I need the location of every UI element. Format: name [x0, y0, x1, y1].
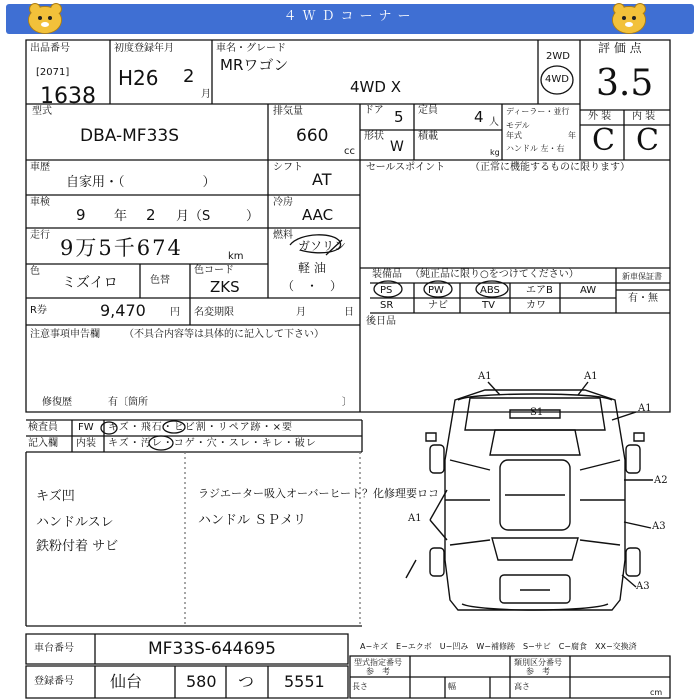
- sales-point-sub: （正常に機能するものに限ります）: [470, 162, 630, 173]
- sales-point-label: セールスポイント: [366, 162, 446, 173]
- grade: 4WD X: [350, 78, 401, 96]
- inspection-label: 車検: [30, 197, 50, 208]
- recycle-amount: 9,470: [100, 301, 146, 320]
- mark-a3-top: A3: [652, 521, 666, 532]
- model-label: 型式: [32, 106, 52, 117]
- history-label: 車歴: [30, 162, 50, 173]
- plate-area: 仙台: [110, 672, 143, 691]
- seats-label: 定員: [418, 105, 438, 116]
- inspection-year-unit: 年: [114, 209, 128, 224]
- score-value: 3.5: [596, 63, 654, 104]
- equip-pw: PW: [428, 285, 444, 296]
- repair-label: 修復歴: [42, 397, 72, 408]
- load-label: 積載: [418, 131, 438, 142]
- inspector-label: 検査員: [28, 422, 58, 433]
- model-value: DBA-MF33S: [80, 126, 180, 146]
- year-unit: 年: [568, 131, 576, 140]
- reg-expiry-day: 日: [344, 307, 354, 318]
- seats-value: 4: [474, 108, 484, 126]
- notes-sub: （不具合内容等は具体的に記入して下さい）: [124, 329, 324, 340]
- reg-expiry-label: 名変期限: [194, 307, 234, 318]
- doors-value: 5: [394, 108, 404, 126]
- mark-a2: A2: [654, 475, 668, 486]
- handle-label: ハンドル 左・右: [506, 144, 565, 153]
- repair-value: 有〔箇所: [108, 397, 148, 408]
- name-label: 車名・グレード: [216, 43, 286, 54]
- remark-right-2: ハンドル ＳＰメリ: [198, 513, 307, 528]
- chassis-value: MF33S-644695: [148, 639, 276, 659]
- mileage-value: 9万5千674: [60, 236, 183, 260]
- color-value: ミズイロ: [62, 275, 118, 291]
- lot-label: 出品番号: [30, 43, 70, 54]
- fw-label: FW: [78, 422, 94, 433]
- new-warranty-label: 新車保証書: [622, 272, 662, 281]
- back-date-label: 後日品: [366, 316, 396, 327]
- recycle-label: R券: [30, 305, 47, 316]
- fuel-other: （ ・ ）: [282, 279, 343, 293]
- banner-title: ４ＷＤコーナー: [283, 9, 417, 24]
- width-label: 幅: [448, 682, 456, 691]
- type-ref: 参 考: [366, 667, 390, 676]
- shift-value: AT: [312, 170, 332, 189]
- drive-label: 2WD: [546, 51, 570, 62]
- equip-sr: SR: [380, 300, 394, 311]
- displacement-label: 排気量: [273, 106, 303, 117]
- equipment-label: 装備品: [372, 269, 402, 280]
- equip-leather: カワ: [526, 300, 546, 311]
- reg-month: 2: [183, 66, 195, 87]
- class-ref: 参 考: [526, 667, 550, 676]
- lot-sub: [2071]: [36, 67, 70, 78]
- mileage-unit: km: [228, 251, 244, 262]
- shape-value: W: [390, 139, 404, 155]
- color-code-label: 色コード: [194, 265, 234, 276]
- displacement-value: 660: [296, 126, 329, 146]
- exterior-label: 外 装: [588, 111, 612, 122]
- cc-unit: cc: [344, 146, 355, 157]
- mark-a1-right: A1: [584, 371, 598, 382]
- equip-ps: PS: [380, 285, 393, 296]
- interior-check-label: 内装: [76, 438, 96, 449]
- equip-tv: TV: [482, 300, 495, 311]
- model-year-label: モデル: [506, 121, 530, 130]
- history-value: 自家用・（ ）: [66, 175, 216, 190]
- kg-unit: kg: [490, 148, 500, 157]
- car-name: MRワゴン: [220, 56, 289, 74]
- plate-label: 登録番号: [34, 676, 74, 687]
- inspection-month: 2: [146, 206, 156, 224]
- fuel-label: 燃料: [273, 230, 293, 241]
- drive-value: 4WD: [545, 74, 569, 85]
- plate-class: 580: [186, 672, 217, 691]
- inspection-close: ）: [246, 209, 260, 224]
- fw-items: キズ・飛石・ヒビ割・リペア跡・×要: [108, 422, 293, 433]
- recycle-unit: 円: [170, 307, 180, 318]
- mark-a1-side: A1: [638, 403, 652, 414]
- lot-number: 1638: [40, 84, 96, 109]
- plate-kana: つ: [238, 672, 255, 691]
- remark-3: 鉄粉付着 サビ: [36, 539, 119, 554]
- mark-s1: S1: [530, 407, 544, 418]
- cm-unit: cm: [650, 688, 663, 697]
- class-label: 類別区分番号: [514, 658, 562, 667]
- repair-close: 〕: [342, 397, 352, 408]
- shift-label: シフト: [273, 162, 303, 173]
- inspection-year: 9: [76, 206, 86, 224]
- mileage-label: 走行: [30, 230, 50, 241]
- remark-1: キズ凹: [36, 489, 75, 504]
- remark-2: ハンドルスレ: [36, 515, 114, 530]
- doors-label: ドア: [364, 105, 384, 116]
- plate-number: 5551: [284, 672, 325, 691]
- length-label: 長さ: [352, 682, 368, 691]
- reg-expiry-month: 月: [296, 307, 306, 318]
- damage-legend: A−キズ E−エクボ U−凹み W−補修跡 S−サビ C−腐食 XX−交換済: [360, 642, 637, 651]
- entry-label: 記入欄: [28, 438, 58, 449]
- equip-aw: AW: [580, 285, 597, 296]
- dealer-label: ディーラー・並行: [506, 107, 570, 116]
- mark-a3-bottom: A3: [636, 581, 650, 592]
- ac-value: AAC: [302, 206, 334, 224]
- interior-label: 内 装: [632, 111, 656, 122]
- year-label: 年式: [506, 131, 522, 140]
- fuel-diesel: 軽 油: [298, 261, 326, 275]
- seats-unit: 人: [489, 117, 499, 128]
- interior-items: キズ・汚レ・コゲ・穴・スレ・キレ・破レ: [108, 438, 317, 449]
- equip-abs: ABS: [480, 285, 500, 296]
- height-label: 高さ: [514, 682, 530, 691]
- score-label: 評 価 点: [598, 41, 642, 55]
- month-unit: 月: [201, 89, 211, 100]
- color-label: 色: [30, 266, 40, 277]
- chassis-label: 車台番号: [34, 643, 74, 654]
- new-warranty-value: 有・無: [628, 293, 658, 304]
- color-change-label: 色替: [150, 275, 170, 286]
- mark-a1-left: A1: [478, 371, 492, 382]
- equip-navi: ナビ: [428, 300, 448, 311]
- ac-label: 冷房: [273, 197, 293, 208]
- era-year: H26: [118, 66, 159, 90]
- remark-right-1: ラジエーター吸入オーバーヒート？化修理要ロコ: [198, 487, 440, 500]
- mark-a1-mid: A1: [408, 513, 422, 524]
- fuel-gasoline: ガソリン: [298, 239, 347, 253]
- color-code-value: ZKS: [210, 278, 240, 296]
- first-reg-label: 初度登録年月: [114, 43, 174, 54]
- equip-airbag: エアB: [526, 285, 553, 296]
- inspection-month-unit: 月（S: [176, 209, 211, 224]
- shape-label: 形状: [364, 131, 384, 142]
- interior-grade: C: [636, 123, 659, 158]
- notes-label: 注意事項申告欄: [30, 329, 100, 340]
- exterior-grade: C: [592, 123, 615, 158]
- type-label: 型式指定番号: [354, 658, 402, 667]
- equipment-sub: （純正品に限り○をつけてください）: [410, 269, 579, 280]
